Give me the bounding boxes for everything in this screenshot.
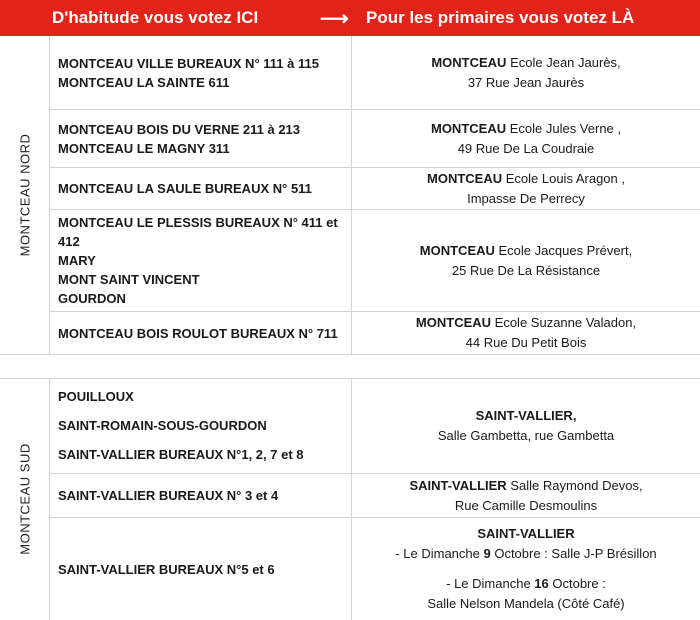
usual-location-cell	[50, 378, 352, 473]
venue-address: 49 Rue De La Coudraie	[457, 140, 595, 156]
section-divider	[0, 354, 700, 355]
venue-name: Salle Nelson Mandela (Côté Café)	[427, 596, 625, 611]
header-usual-location: D'habitude vous votez ICI	[52, 8, 259, 27]
date-prefix: - Le Dimanche	[395, 546, 484, 561]
city-name: MONTCEAU	[415, 315, 492, 330]
section-label-sud-cell	[0, 378, 50, 620]
usual-location-cell	[50, 210, 352, 311]
usual-location-line: MONTCEAU LA SAULE BUREAUX N° 511	[58, 181, 312, 196]
usual-location-line: MARY	[58, 253, 96, 268]
usual-location-line: 412	[58, 234, 80, 249]
usual-location-line: MONTCEAU BOIS DU VERNE 211 à 213	[58, 121, 301, 137]
table-row	[50, 518, 700, 620]
usual-location-cell	[50, 110, 352, 167]
primary-location-line	[431, 119, 621, 139]
venue-name: Ecole Suzanne Valadon,	[494, 315, 637, 330]
section-label-nord-cell	[0, 36, 50, 354]
primary-location-cell	[352, 110, 700, 167]
section-label-nord: MONTCEAU NORD	[17, 133, 33, 257]
section-montceau-nord	[0, 36, 700, 354]
table-row	[50, 378, 700, 474]
city-name: SAINT-VALLIER	[477, 526, 575, 541]
date-suffix: Octobre :	[548, 576, 606, 591]
sunday-9-line	[395, 544, 656, 564]
city-name: MONTCEAU	[427, 170, 503, 186]
header-primary-location: Pour les primaires vous votez LÀ	[366, 8, 635, 27]
usual-location-line: SAINT-VALLIER BUREAUX N° 3 et 4	[58, 488, 279, 503]
usual-location-line: MONTCEAU LE PLESSIS BUREAUX N° 411 et	[58, 215, 338, 230]
table-row	[50, 168, 700, 210]
primary-location-cell	[352, 210, 700, 311]
primary-location-cell	[352, 518, 700, 620]
usual-location-line: GOURDON	[58, 291, 126, 306]
primary-location-line	[409, 476, 642, 496]
primary-location-line	[427, 169, 625, 189]
venue-address: Salle Gambetta, rue Gambetta	[437, 427, 615, 443]
section-label-sud: MONTCEAU SUD	[17, 443, 33, 555]
usual-location-line: MONT SAINT VINCENT	[58, 272, 200, 287]
table-row	[50, 312, 700, 354]
usual-location-line: SAINT-VALLIER BUREAUX N°5 et 6	[58, 561, 275, 577]
arrow-right-icon: ⟶	[320, 8, 349, 30]
table-row	[50, 110, 700, 168]
venue-address: Impasse De Perrecy	[467, 190, 585, 206]
venue-address: 25 Rue De La Résistance	[451, 262, 601, 278]
city-name: SAINT-VALLIER,	[475, 407, 577, 423]
sunday-16-line	[446, 574, 606, 594]
primary-location-cell	[352, 378, 700, 473]
usual-location-line: MONTCEAU LA SAINTE 611	[58, 74, 230, 90]
city-name: SAINT-VALLIER	[409, 477, 507, 493]
venue-name: Ecole Jean Jaurès,	[510, 54, 621, 70]
primary-location-line	[476, 406, 577, 426]
table-row	[50, 36, 700, 110]
primary-location-cell	[352, 474, 700, 517]
venue-name: Salle Raymond Devos,	[510, 477, 643, 493]
venue-address: 44 Rue Du Petit Bois	[465, 335, 587, 350]
usual-location-cell	[50, 474, 352, 517]
venue-name: Ecole Jules Verne ,	[509, 120, 622, 136]
venue-address: Rue Camille Desmoulins	[454, 497, 598, 513]
usual-location-cell	[50, 518, 352, 620]
usual-location-line: POUILLOUX	[58, 389, 134, 404]
primary-location-cell	[352, 312, 700, 354]
city-name: MONTCEAU	[431, 54, 507, 70]
venue-address: 37 Rue Jean Jaurès	[467, 74, 585, 90]
date-day: 16	[534, 576, 549, 591]
usual-location-line: MONTCEAU LE MAGNY 311	[58, 140, 230, 156]
primary-location-line	[420, 241, 632, 261]
usual-location-line: SAINT-ROMAIN-SOUS-GOURDON	[58, 418, 267, 433]
primary-location-cell	[352, 36, 700, 109]
usual-location-line: MONTCEAU VILLE BUREAUX N° 111 à 115	[58, 55, 319, 71]
section-montceau-sud	[0, 378, 700, 620]
venue-name: Ecole Louis Aragon ,	[505, 170, 625, 186]
city-name: MONTCEAU	[419, 242, 495, 258]
date-suffix: Octobre : Salle J-P Brésillon	[490, 546, 657, 561]
usual-location-line: SAINT-VALLIER BUREAUX N°1, 2, 7 et 8	[58, 447, 304, 462]
table-header	[0, 0, 700, 36]
usual-location-cell	[50, 168, 352, 209]
venue-name: Ecole Jacques Prévert,	[498, 242, 633, 258]
table-row	[50, 210, 700, 312]
primary-location-line	[477, 524, 574, 544]
date-prefix: - Le Dimanche	[446, 576, 535, 591]
date-day: 9	[483, 546, 491, 561]
usual-location-cell	[50, 312, 352, 354]
primary-location-line	[416, 313, 636, 333]
table-row	[50, 474, 700, 518]
primary-location-line	[431, 53, 620, 73]
usual-location-line: MONTCEAU BOIS ROULOT BUREAUX N° 711	[58, 325, 338, 341]
primary-location-cell	[352, 168, 700, 209]
usual-location-cell	[50, 36, 352, 109]
city-name: MONTCEAU	[430, 120, 507, 136]
